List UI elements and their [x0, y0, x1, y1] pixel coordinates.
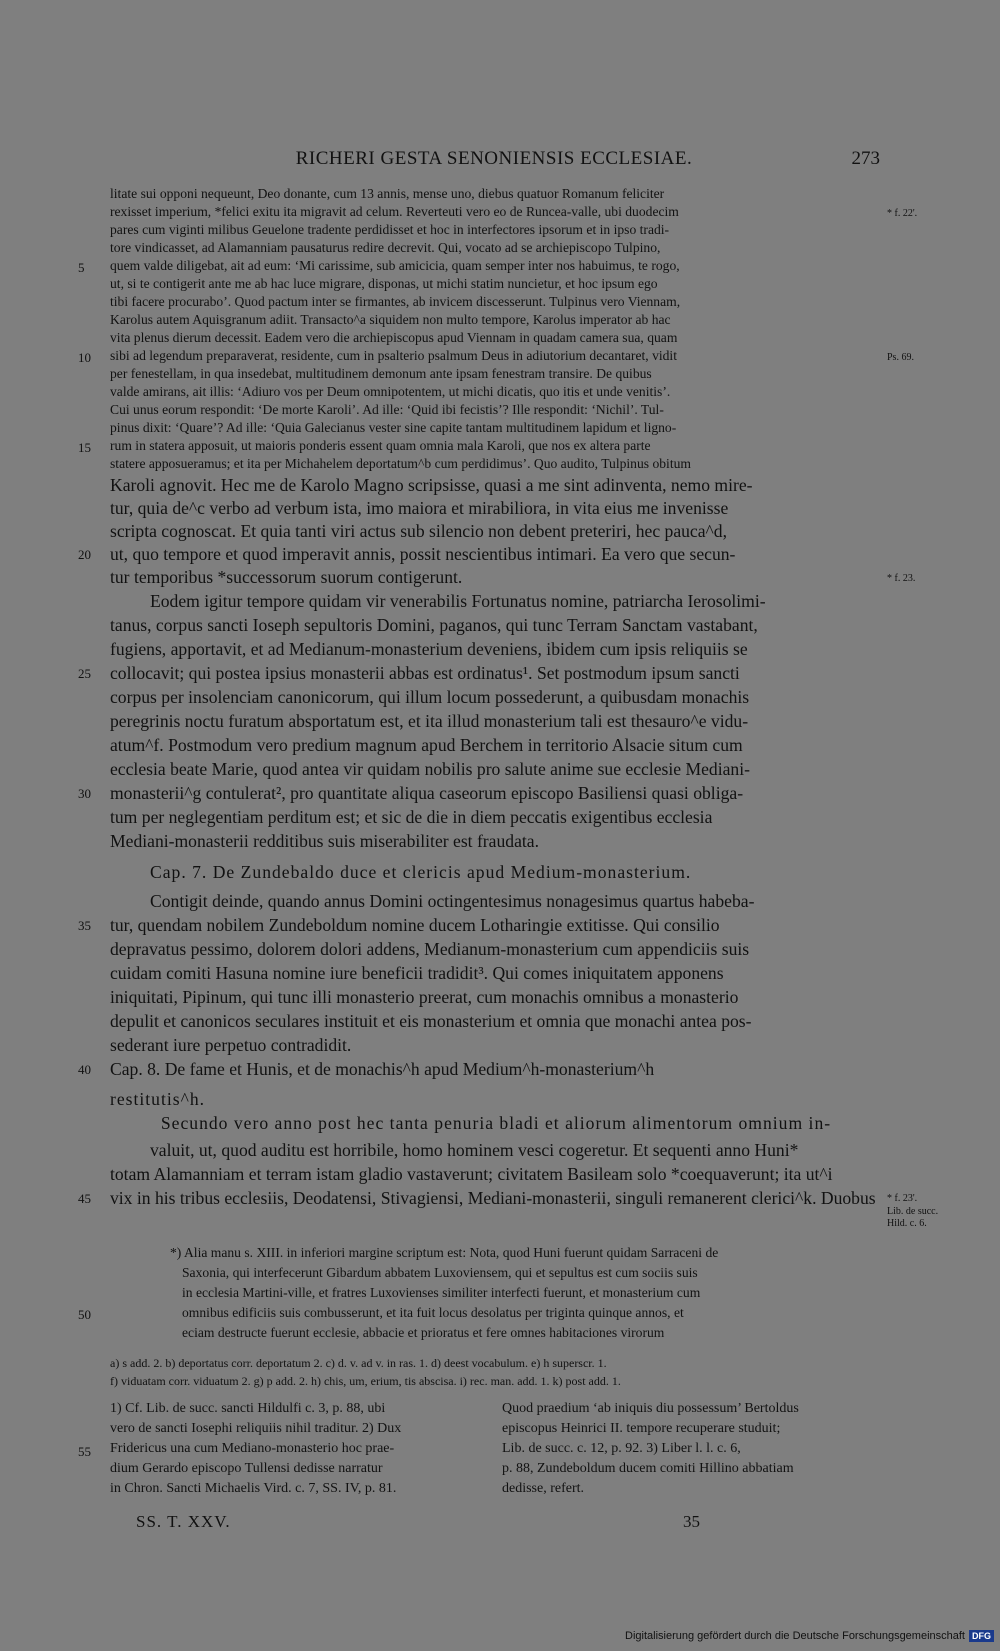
dfg-logo-icon: DFG [969, 1630, 994, 1642]
text-line: depulit et canonicos seculares instituit et eis monasterium et omnia que monachi antea pos- [110, 1013, 752, 1031]
line-number: 40 [78, 1062, 91, 1077]
text-line: tore vindicasset, ad Alamanniam pausaturus redire decrevit. Qui, vocato ad se archiepiscopo Tulpino, [110, 241, 661, 255]
footnote-line: in ecclesia Martini-ville, et fratres Luxovienses similiter interfecti fuerunt, et monasterium cum [182, 1286, 701, 1300]
text-line: pinus dixit: ‘Quare’? Ad ille: ‘Quia Galecianus vester sine capite tantam multitudinem lapidum et ligno- [110, 421, 677, 435]
folio-marker: * f. 23'. [887, 1193, 918, 1204]
text-line: peregrinis noctu furatum absportatum est, et ita illud monasterium tali est thesauro^e vidu- [110, 713, 749, 731]
sheet-number: 35 [683, 1512, 700, 1531]
text-line: scripta cognoscat. Et quia tanti viri actus sub silencio non debent preteriri, hec pauca^d, [110, 523, 727, 541]
text-line: valde amirans, ait illis: ‘Adiuro vos per Deum omnipotentem, ut michi dicatis, quo itis et unde venitis’. [110, 385, 671, 399]
text-line: tur, quia de^c verbo ad verbum ista, imo maiora et mirabiliora, in vita eius me invenisse [110, 500, 729, 518]
chapter-heading: Cap. 7. De Zundebaldo duce et clericis apud Medium-monasterium. [150, 864, 692, 882]
note-line: p. 88, Zundeboldum ducem comiti Hillino abbatiam [502, 1461, 794, 1476]
chapter-heading-cont: Secundo vero anno post hec tanta penuria bladi et aliorum alimentorum omnium in- [160, 1115, 832, 1133]
text-line: rum in statera apposuit, ut maioris ponderis essent quam omnia mala Karoli, que nos ex altera parte [110, 439, 651, 453]
text-line: valuit, ut, quod auditu est horribile, homo hominem vesci cogeretur. Et sequenti anno Huni* [150, 1142, 799, 1160]
variant-line: f) viduatam corr. viduatum 2. g) p add. 2. h) chis, um, erium, tis abscisa. i) rec. man. add. 1. k) post add. 1. [110, 1374, 621, 1388]
footnote-line: *) Alia manu s. XIII. in inferiori margine scriptum est: Nota, quod Huni fuerunt quidam Sarraceni de [170, 1246, 719, 1260]
line-number: 55 [78, 1444, 91, 1459]
notes-right-column [502, 1402, 882, 1502]
text-line: statere apposueramus; et ita per Michahelem deportatum^b cum perdidimus’. Quo audito, Tulpinus obitum [110, 457, 691, 471]
source-reference: Hild. c. 6. [887, 1218, 927, 1229]
variant-line: a) s add. 2. b) deportatus corr. deportatum 2. c) d. v. ad v. in ras. 1. d) deest vocabulum. e) h superscr. 1. [110, 1356, 607, 1370]
text-line: Cui unus eorum respondit: ‘De morte Karoli’. Ad ille: ‘Quid ibi fecistis’? Ille respondit: ‘Nichil’. Tul- [110, 403, 664, 417]
line-number: 25 [78, 666, 91, 681]
line-number: 20 [78, 547, 91, 562]
text-line: Cap. 8. De fame et Hunis, et de monachis^h apud Medium^h-monasterium^h [110, 1061, 655, 1079]
text-line: Mediani-monasterii redditibus suis miserabiliter est fraudata. [110, 833, 539, 851]
line-number: 35 [78, 918, 91, 933]
text-line: vita plenus dierum decessit. Eadem vero die archiepiscopus apud Viennam in quadam camera sua, quam [110, 331, 678, 345]
text-line: litate sui opponi nequeunt, Deo donante, cum 13 annis, mense uno, diebus quatuor Romanum feliciter [110, 187, 665, 201]
text-line: Karoli agnovit. Hec me de Karolo Magno scripsisse, quasi a me sint adinventa, nemo mire- [110, 477, 753, 495]
signature-mark: SS. T. XXV. [136, 1512, 231, 1531]
line-number: 30 [78, 786, 91, 801]
note-line: Quod praedium ‘ab iniquis diu possessum’ Bertoldus [502, 1401, 799, 1416]
line-number: 45 [78, 1191, 91, 1206]
running-title: RICHERI GESTA SENONIENSIS ECCLESIAE. [295, 148, 693, 169]
note-line: vero de sancti Iosephi reliquiis nihil traditur. 2) Dux [110, 1421, 402, 1436]
text-line: ecclesia beate Marie, quod antea vir quidam nobilis pro salute anime sue ecclesie Mediani- [110, 761, 750, 779]
text-line: corpus per insolenciam canonicorum, qui illum locum possederunt, a quibusdam monachis [110, 689, 750, 707]
text-line: tur, quendam nobilem Zundeboldum nomine ducem Lotharingie extitisse. Qui consilio [110, 917, 720, 935]
page-number: 273 [851, 148, 880, 169]
text-line: tibi facere procurabo’. Quod pactum inter se firmantes, ab invicem discesserunt. Tulpinus vero Viennam, [110, 295, 681, 309]
note-line: episcopus Heinrici II. tempore recuperare studuit; [502, 1421, 781, 1436]
line-number: 5 [78, 260, 85, 275]
note-line: dedisse, refert. [502, 1481, 585, 1496]
text-line: ut, si te contigerit ante me ab hac luce migrare, disponas, ut michi statim nuncietur, et hoc ipsum ego [110, 277, 658, 291]
text-line: vix in his tribus ecclesiis, Deodatensi, Stivagiensi, Mediani-monasterii, singuli remanerent clerici^k. Duobus [110, 1190, 876, 1208]
text-line: per fenestellam, in qua insedebat, multitudinem demonum ante ipsam fenestram transire. De quibus [110, 367, 652, 381]
text-line: tur temporibus *successorum suorum contigerunt. [110, 569, 463, 587]
text-line: iniquitati, Pipinum, qui tunc illi monasterio preerat, cum monachis omnibus a monasterio [110, 989, 739, 1007]
digitization-credit [625, 1630, 994, 1642]
note-line: in Chron. Sancti Michaelis Vird. c. 7, SS. IV, p. 81. [110, 1481, 397, 1496]
text-line: totam Alamanniam et terram istam gladio vastaverunt; civitatem Basileam solo *coequaverunt; ita ut^i [110, 1166, 833, 1184]
note-line: 1) Cf. Lib. de succ. sancti Hildulfi c. 3, p. 88, ubi [110, 1401, 386, 1416]
text-line: pares cum viginti milibus Geuelone tradente perdidisset et hoc in interfectores ipsorum et in ipso tradi- [110, 223, 670, 237]
line-number: 50 [78, 1307, 91, 1322]
running-header [108, 148, 880, 178]
text-line: sederant iure perpetuo contradidit. [110, 1037, 352, 1055]
note-line: Lib. de succ. c. 12, p. 92. 3) Liber l. l. c. 6, [502, 1441, 741, 1456]
text-line: fugiens, apportavit, et ad Medianum-monasterium deveniens, ibidem cum ipsis reliquiis se [110, 641, 748, 659]
folio-marker: * f. 22'. [887, 208, 918, 219]
text-line: cuidam comiti Hasuna nomine iure beneficii tradidit³. Qui comes iniquitatem apponens [110, 965, 724, 983]
folio-marker: * f. 23. [887, 573, 916, 584]
text-line: Contigit deinde, quando annus Domini octingentesimus nonagesimus quartus habeba- [150, 893, 755, 911]
source-reference: Lib. de succ. [887, 1206, 939, 1217]
footnote-line: eciam destructe fuerunt ecclesie, abbacie et prioratus et fere omnes habitaciones virorum [182, 1326, 665, 1340]
text-line: monasterii^g contulerat², pro quantitate aliqua caseorum episcopo Basiliensi quasi obliga- [110, 785, 744, 803]
note-line: dium Gerardo episcopo Tullensi dedisse narratur [110, 1461, 383, 1476]
text-line: tum per neglegentiam perditum est; et sic de die in diem peccatis exigentibus ecclesia [110, 809, 713, 827]
notes-left-column [110, 1402, 482, 1502]
line-number: 10 [78, 350, 91, 365]
text-line: Eodem igitur tempore quidam vir venerabilis Fortunatus nomine, patriarcha Ierosolimi- [150, 593, 766, 611]
psalm-reference: Ps. 69. [887, 352, 914, 363]
chapter-heading: restitutis^h. [110, 1091, 206, 1109]
line-number: 15 [78, 440, 91, 455]
footnote-line: Saxonia, qui interfecerunt Gibardum abbatem Luxoviensem, qui et sepultus est cum sociis suis [182, 1266, 698, 1280]
footnote-line: omnibus edificiis suis combusserunt, et ita fuit locus desolatus per triginta quinque annos, et [182, 1306, 684, 1320]
text-line: quem valde diligebat, ait ad eum: ‘Mi carissime, sub amicicia, quam semper inter nos habuimus, te rogo, [110, 259, 680, 273]
text-line: sibi ad legendum preparaverat, residente, cum in psalterio psalmum Deus in adiutorium decantaret, vidit [110, 349, 677, 363]
text-line: rexisset imperium, *felici exitu ita migravit ad celum. Reverteuti vero eo de Runcea-valle, ubi duodecim [110, 205, 679, 219]
text-line: depravatus pessimo, dolorem dolori addens, Medianum-monasterium cum appendiciis suis [110, 941, 750, 959]
note-line: Fridericus una cum Mediano-monasterio hoc prae- [110, 1441, 395, 1456]
text-line: atum^f. Postmodum vero predium magnum apud Berchem in territorio Alsacie situm cum [110, 737, 743, 755]
text-line: tanus, corpus sancti Ioseph sepultoris Domini, paganos, qui tunc Terram Sanctam vastabant, [110, 617, 758, 635]
credit-text: Digitalisierung gefördert durch die Deutsche Forschungsgemeinschaft [625, 1630, 965, 1642]
text-line: ut, quo tempore et quod imperavit annis, possit nescientibus intimari. Ea vero que secun- [110, 546, 736, 564]
text-line: Karolus autem Aquisgranum adiit. Transacto^a siquidem non multo tempore, Karolus imperator ab hac [110, 313, 671, 327]
text-line: collocavit; qui postea ipsius monasterii abbas est ordinatus¹. Set postmodum ipsum sancti [110, 665, 740, 683]
